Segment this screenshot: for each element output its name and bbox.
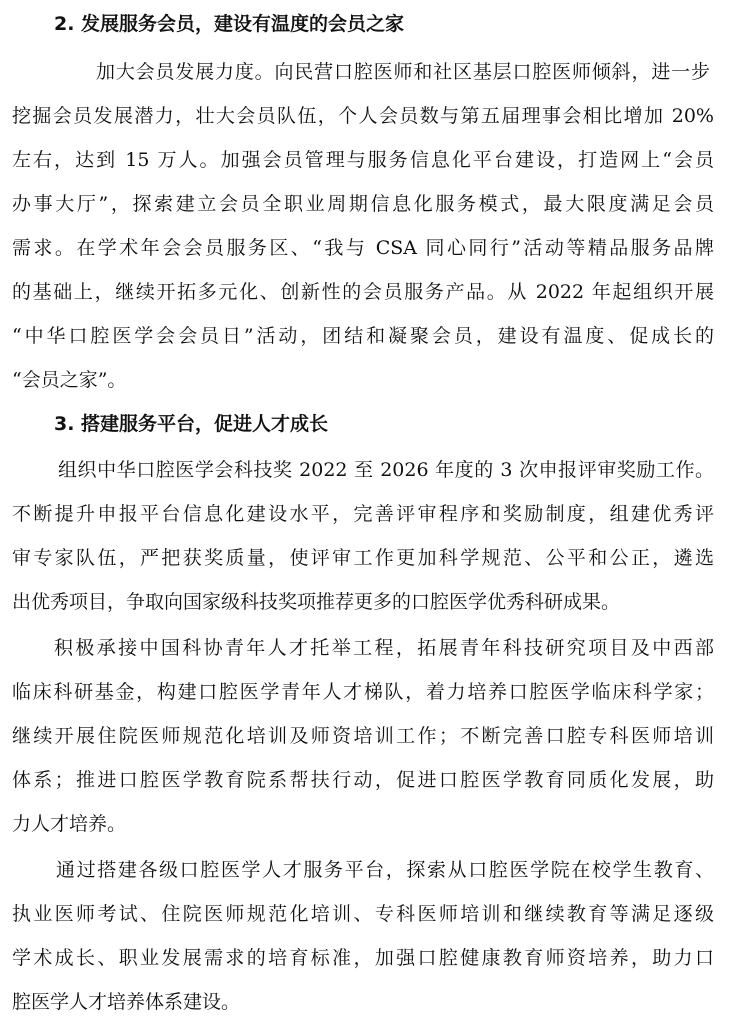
paragraph-line: 继续开展住院医师规范化培训及师资培训工作；不断完善口腔专科医师培训 bbox=[12, 725, 714, 747]
paragraph-line: 体系；推进口腔医学教育院系帮扶行动，促进口腔医学教育同质化发展，助 bbox=[12, 769, 714, 791]
paragraph-line: 力人才培养。 bbox=[12, 813, 127, 835]
section-heading: 2. 发展服务会员，建设有温度的会员之家 bbox=[54, 13, 405, 35]
paragraph-line: 执业医师考试、住院医师规范化培训、专科医师培训和继续教育等满足逐级 bbox=[12, 903, 714, 925]
paragraph-line: 审专家队伍，严把获奖质量，使评审工作更加科学规范、公平和公正，遴选 bbox=[12, 547, 714, 569]
paragraph-line: “会员之家”。 bbox=[12, 369, 127, 391]
paragraph-line: 通过搭建各级口腔医学人才服务平台，探索从口腔医学院在校学生教育、 bbox=[56, 859, 714, 881]
paragraph-line: 左右，达到 15 万人。加强会员管理与服务信息化平台建设，打造网上“会员 bbox=[12, 149, 714, 171]
paragraph-line: 组织中华口腔医学会科技奖 2022 至 2026 年度的 3 次申报评审奖励工作。 bbox=[58, 459, 714, 481]
paragraph-line: “中华口腔医学会会员日”活动，团结和凝聚会员，建设有温度、促成长的 bbox=[12, 325, 714, 347]
section-heading: 3. 搭建服务平台，促进人才成长 bbox=[54, 413, 329, 435]
paragraph-line: 加大会员发展力度。向民营口腔医师和社区基层口腔医师倾斜，进一步 bbox=[96, 61, 710, 83]
paragraph-line: 的基础上，继续开拓多元化、创新性的会员服务产品。从 2022 年起组织开展 bbox=[12, 281, 714, 303]
paragraph-line: 腔医学人才培养体系建设。 bbox=[12, 991, 241, 1013]
paragraph-line: 出优秀项目，争取向国家级科技奖项推荐更多的口腔医学优秀科研成果。 bbox=[12, 591, 621, 613]
paragraph-line: 学术成长、职业发展需求的培育标准，加强口腔健康教育师资培养，助力口 bbox=[12, 947, 714, 969]
paragraph-line: 需求。在学术年会会员服务区、“我与 CSA 同心同行”活动等精品服务品牌 bbox=[12, 237, 714, 259]
paragraph-line: 办事大厅”，探索建立会员全职业周期信息化服务模式，最大限度满足会员 bbox=[12, 193, 714, 215]
paragraph-line: 临床科研基金，构建口腔医学青年人才梯队，着力培养口腔医学临床科学家； bbox=[12, 681, 714, 703]
paragraph-line: 不断提升申报平台信息化建设水平，完善评审程序和奖励制度，组建优秀评 bbox=[12, 503, 714, 525]
paragraph-line: 挖掘会员发展潜力，壮大会员队伍，个人会员数与第五届理事会相比增加 20% bbox=[12, 105, 714, 127]
paragraph-line: 积极承接中国科协青年人才托举工程，拓展青年科技研究项目及中西部 bbox=[54, 637, 714, 659]
